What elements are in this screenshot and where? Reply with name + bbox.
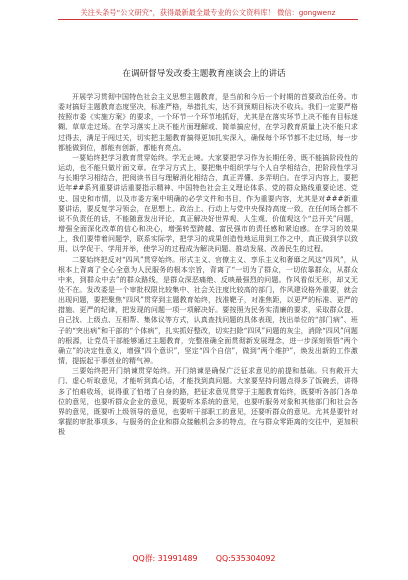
banner-text: 关注头条号“公文研究”，获得最新最全最专业的公文资料库！ 微信：gongwenz — [80, 8, 336, 17]
footer-qq-group: QQ群: 31991489 — [132, 554, 198, 563]
paragraph-study: 一要始终把学习教育贯穿始终。学无止境。大家要把学习作为长期任务，既不能搞阶段性的运动，也不能只做片面文章。在学习方式上，要把集中组织学与个人自学相结合，把阶段性学习与长期学习相结合，把阅读书目与理解消化相结合，真正弄懂、多弄明白。在学习内容上，要把近年##系列重要讲话重要指示精神、中国特色社会主义理论体系、党的群众路线重要论述、党史、国史和市情，以及市委方案中明确的必学文件和书目，作为重要内容，尤其是对###新重要讲话，要反复学习领会，在思想上、政治上、行动上与党中央保持高度一致，在任何场合都不说不负责任的话，不能随意发出评论，真正解决好世界观、人生观、价值观这个“总开关”问题，增强全面深化改革的信心和决心，增强转型跨越、富民强市的责任感和紧迫感。在学习的效果上，我们要带着问题学，联系实际学，把学习的成果创造性地运用到工作之中，真正做到学以致用、以学促干、学用并举，使学习的过程成为解决问题、推动发展、改善民生的过程。 — [58, 153, 358, 254]
header-banner — [58, 8, 358, 20]
document-title: 在调研督导发改委主题教育座谈会上的讲话 — [122, 69, 286, 79]
footer-qq: QQ:535304092 — [215, 554, 276, 563]
footer-contact — [0, 553, 408, 564]
document-body — [58, 92, 358, 548]
paragraph-open-door: 三要始终把开门纳谏贯穿始终。开门纳谏是确保广泛征求意见的前提和基础。只有敞开大门、虚心听取意见，才能听到真心话，才能找到真问题。大家要坚持问题点得多了饭碗丢，讲得多了怕难收场，说得重了怕堵了自身的路，把征求意见贯穿于主题教育始终，既要听各部门各单位的意见，也要听群众企业的意见，既要听本系统的意见，也要听服务对象和其他部门和社会各界的意见，既要听上级领导的意见，也要听干部职工的意见，还要听群众的意见。尤其是要针对掌握的审批事项多、与服务的企业和群众接触机会多的特点，在与群众零距离的交往中，更加积极 — [58, 367, 358, 437]
paragraph-intro: 开展学习贯彻中国特色社会主义思想主题教育，是当前和今后一个时期的首要政治任务。市委对搞好主题教育态度坚决，标准严格，举措扎实，达不到预期目标决不收兵。我们一定要严格按照市委《实施方案》的要求，一个环节一个环节地抓好，尤其是在落实环节上决不能有目标迷糊、草草走过场。在学习落实上决不能片面理解或、简单搞应付，在学习教育质量上决不能只求过得去，满足于闯过关，切实把主题教育搞得更加扎实深入，确保每个环节都不走过场，每一步都能做到位，都能有创新，都能有亮点。 — [58, 93, 358, 152]
paragraph-four-winds: 二要始终把反对“四风”贯穿始终。形式主义、官僚主义、享乐主义和奢靡之风这“四风”，从根本上背离了全心全意为人民服务的根本宗旨，背离了“一切为了群众，一切依靠群众，从群众中来，到群众中去”的群众路线，是群众深恶痛绝、反映最强烈的问题。作风看似无形，却又无处不在。发改委是一个审批权限比较集中、社会关注度比较高的部门，作风建设格外重要，就会出现问题，要把聚焦“四风”贯穿到主题教育始终，找准靶子，对准焦距，以更严的标准、更严的措施、更严的纪律，把发现的问题一项一项解决好。要按照为民务实清廉的要求，采取群众提、自己找、上级点、互相帮、集体议等方式，认真查找问题的具体表现，找出单位的“部门病”、班子的“突出病”和干部的“个体病”，扎实抓好整改，切实扫除“四风”问题的灰尘，消除“四风”问题的根源，让党员干部能够通过主题教育，完整准确全面贯彻新发展理念，进一步深刻领悟“两个确立”的决定性意义，增强“四个意识”，坚定“四个自信”，做到“两个维护”，焕发出新的工作激情，提振起干事创业的精气神。 — [58, 255, 358, 366]
